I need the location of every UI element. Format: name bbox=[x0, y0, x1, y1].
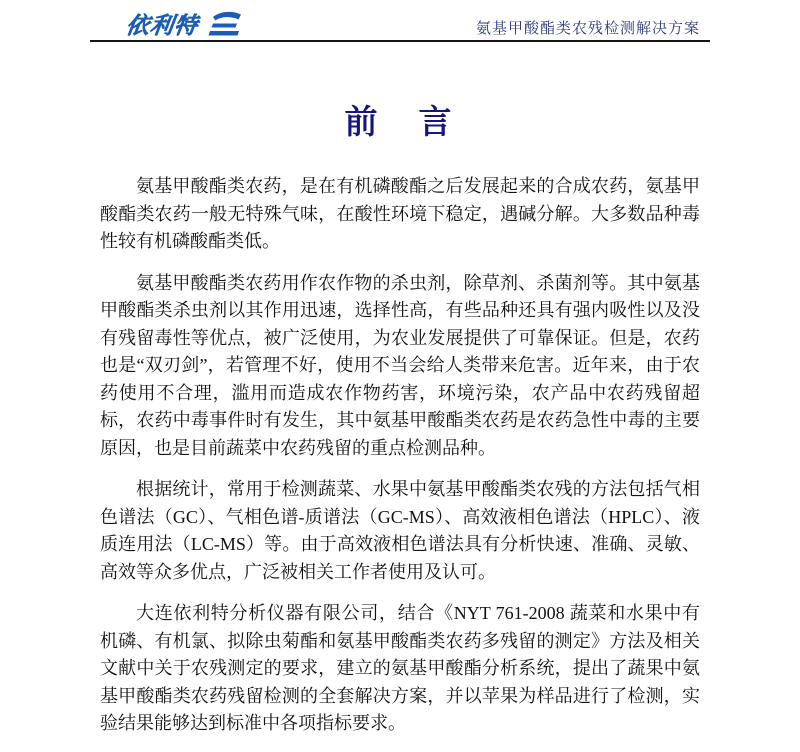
elite-triple-bar-logo-icon bbox=[204, 11, 244, 37]
document-body bbox=[100, 42, 700, 752]
paragraph-3: 根据统计，常用于检测蔬菜、水果中氨基甲酸酯类农残的方法包括气相色谱法（GC）、气相色谱-质谱法（GC-MS）、高效液相色谱法（HPLC）、液质连用法（LC-MS）等。由于高效液相色谱法具有分析快速、准确、灵敏、高效等众多优点，广泛被相关工作者使用及认可。 bbox=[100, 479, 700, 582]
paragraph-2: 氨基甲酸酯类农药用作农作物的杀虫剂，除草剂、杀菌剂等。其中氨基甲酸酯类杀虫剂以其作用迅速，选择性高，有些品种还具有强内吸性以及没有残留毒性等优点，被广泛使用，为农业发展提供了可靠保证。但是，农药也是“双刃剑”，若管理不好，使用不当会给人类带来危害。近年来，由于农药使用不合理，滥用而造成农作物药害，环境污染，农产品中农药残留超标，农药中毒事件时有发生，其中氨基甲酸酯类农药是农药急性中毒的主要原因，也是目前蔬菜中农药残留的重点检测品种。 bbox=[100, 272, 700, 458]
page-title: 前 言 bbox=[344, 105, 456, 141]
paragraph-1: 氨基甲酸酯类农药，是在有机磷酸酯之后发展起来的合成农药，氨基甲酸酯类农药一般无特殊气味，在酸性环境下稳定，遇碱分解。大多数品种毒性较有机磷酸酯类低。 bbox=[100, 176, 700, 251]
header-document-title: 氨基甲酸酯类农残检测解决方案 bbox=[475, 21, 700, 37]
brand-logo-text: 依利特 bbox=[124, 12, 200, 38]
brand-logo bbox=[126, 11, 244, 37]
paragraph-4: 大连依利特分析仪器有限公司，结合《NYT 761-2008 蔬菜和水果中有机磷、有机氯、拟除虫菊酯和氨基甲酸酯类农药多残留的测定》方法及相关文献中关于农残测定的要求，建立的氨基甲酸酯分析系统，提出了蔬果中氨基甲酸酯类农药残留检测的全套解决方案，并以苹果为样品进行了检测，实验结果能够达到标准中各项指标要求。 bbox=[100, 603, 700, 733]
page-header bbox=[0, 0, 800, 42]
